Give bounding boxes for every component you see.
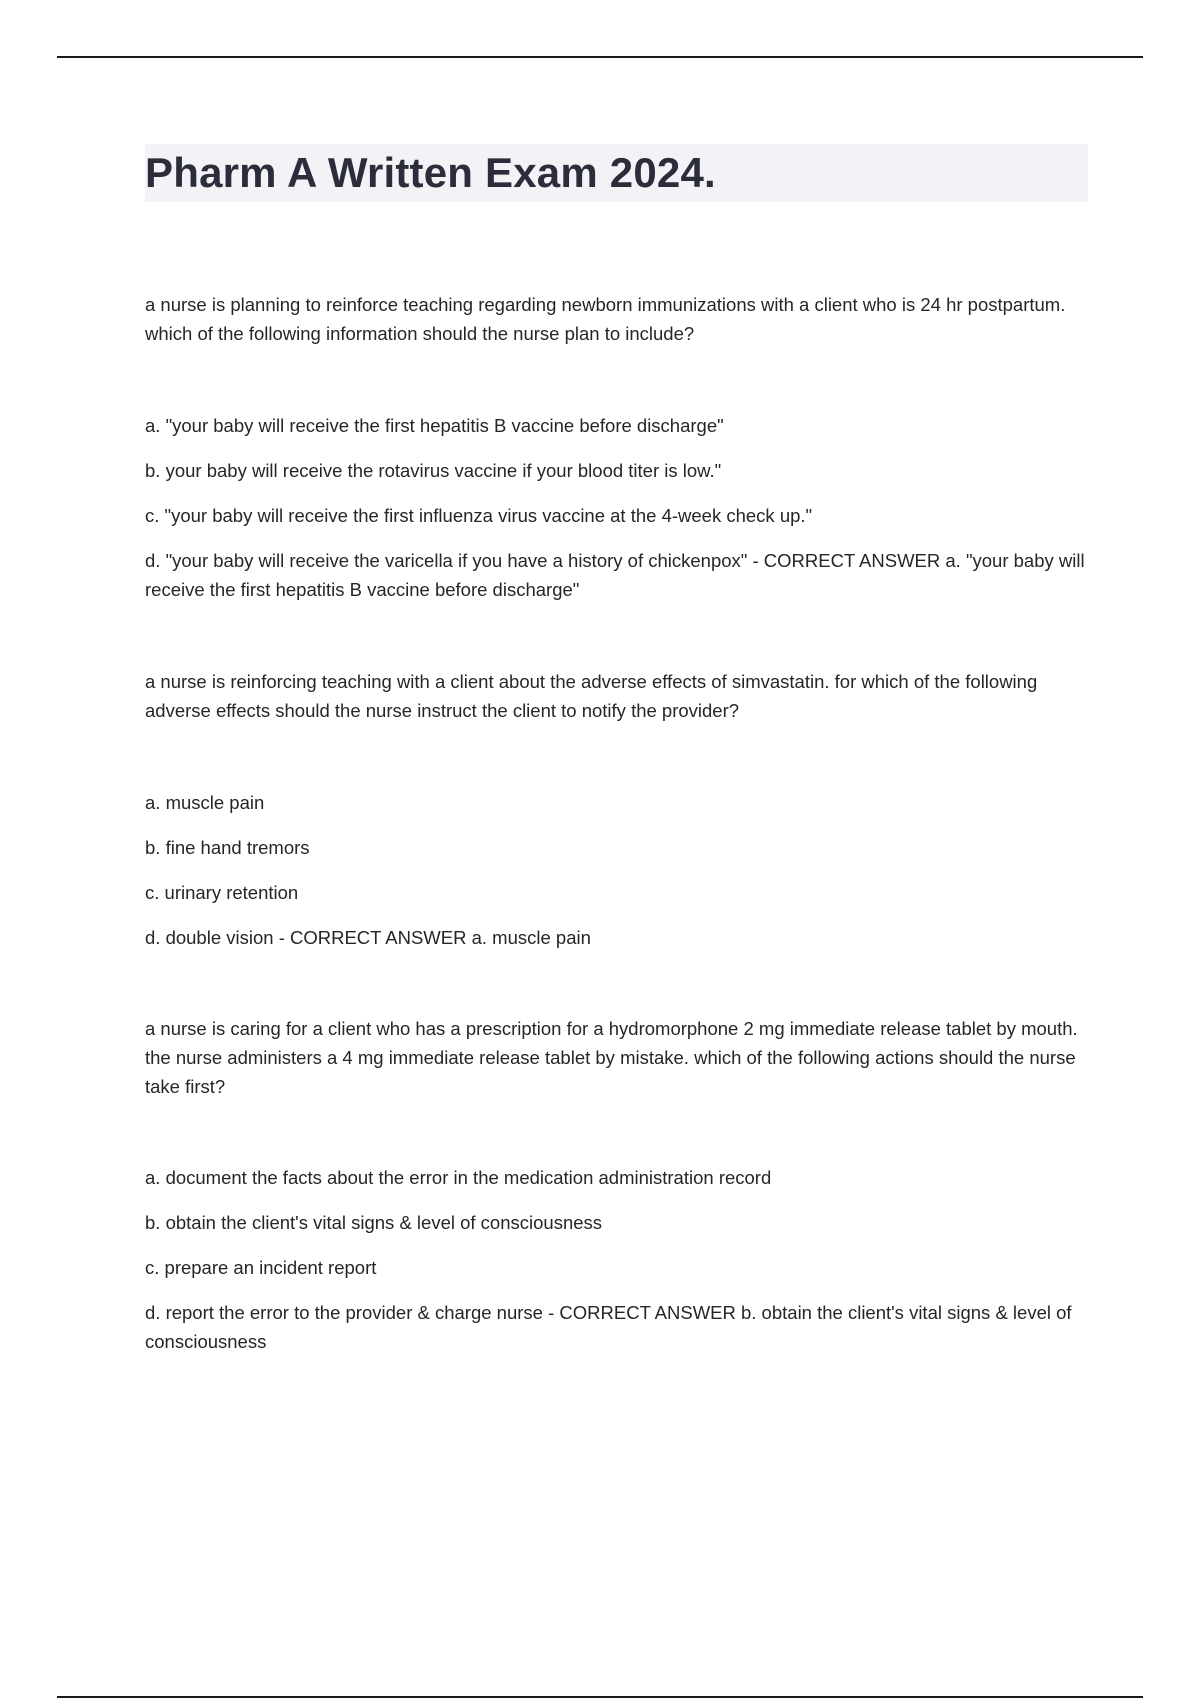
option-b: b. fine hand tremors (145, 837, 310, 858)
question-3-options (145, 1163, 1095, 1372)
option-b: b. obtain the client's vital signs & level of consciousness (145, 1212, 603, 1233)
option-c: c. prepare an incident report (145, 1257, 377, 1278)
option-d-with-answer: d. report the error to the provider & charge nurse - CORRECT ANSWER b. obtain the client's vital signs & level of consciousness (145, 1302, 1072, 1352)
option-b: b. your baby will receive the rotavirus vaccine if your blood titer is low." (145, 460, 722, 481)
option-d-with-answer: d. "your baby will receive the varicella if you have a history of chickenpox" - CORRECT ANSWER a. "your baby will receive the first hepatitis B vaccine before discharge" (145, 550, 1085, 600)
option-c: c. "your baby will receive the first influenza virus vaccine at the 4-week check up." (145, 505, 813, 526)
option-a: a. muscle pain (145, 792, 265, 813)
question-3 (145, 1014, 1095, 1101)
top-rule (57, 56, 1143, 58)
document-title: Pharm A Written Exam 2024. (145, 149, 716, 196)
option-a: a. document the facts about the error in the medication administration record (145, 1167, 772, 1188)
option-a: a. "your baby will receive the first hepatitis B vaccine before discharge" (145, 415, 724, 436)
option-d-with-answer: d. double vision - CORRECT ANSWER a. muscle pain (145, 927, 591, 948)
question-1-options (145, 411, 1095, 620)
question-2-options (145, 788, 1095, 968)
question-1 (145, 290, 1095, 348)
question-2 (145, 667, 1095, 725)
bottom-rule (57, 1696, 1143, 1698)
question-prompt: a nurse is reinforcing teaching with a client about the adverse effects of simvastatin. for which of the following adverse effects should the nurse instruct the client to notify the provider? (145, 671, 1038, 721)
question-prompt: a nurse is caring for a client who has a prescription for a hydromorphone 2 mg immediate release tablet by mouth. the nurse administers a 4 mg immediate release tablet by mistake. which of the following actions should the nurse take first? (145, 1018, 1078, 1097)
option-c: c. urinary retention (145, 882, 299, 903)
question-prompt: a nurse is planning to reinforce teaching regarding newborn immunizations with a client who is 24 hr postpartum. which of the following information should the nurse plan to include? (145, 294, 1066, 344)
